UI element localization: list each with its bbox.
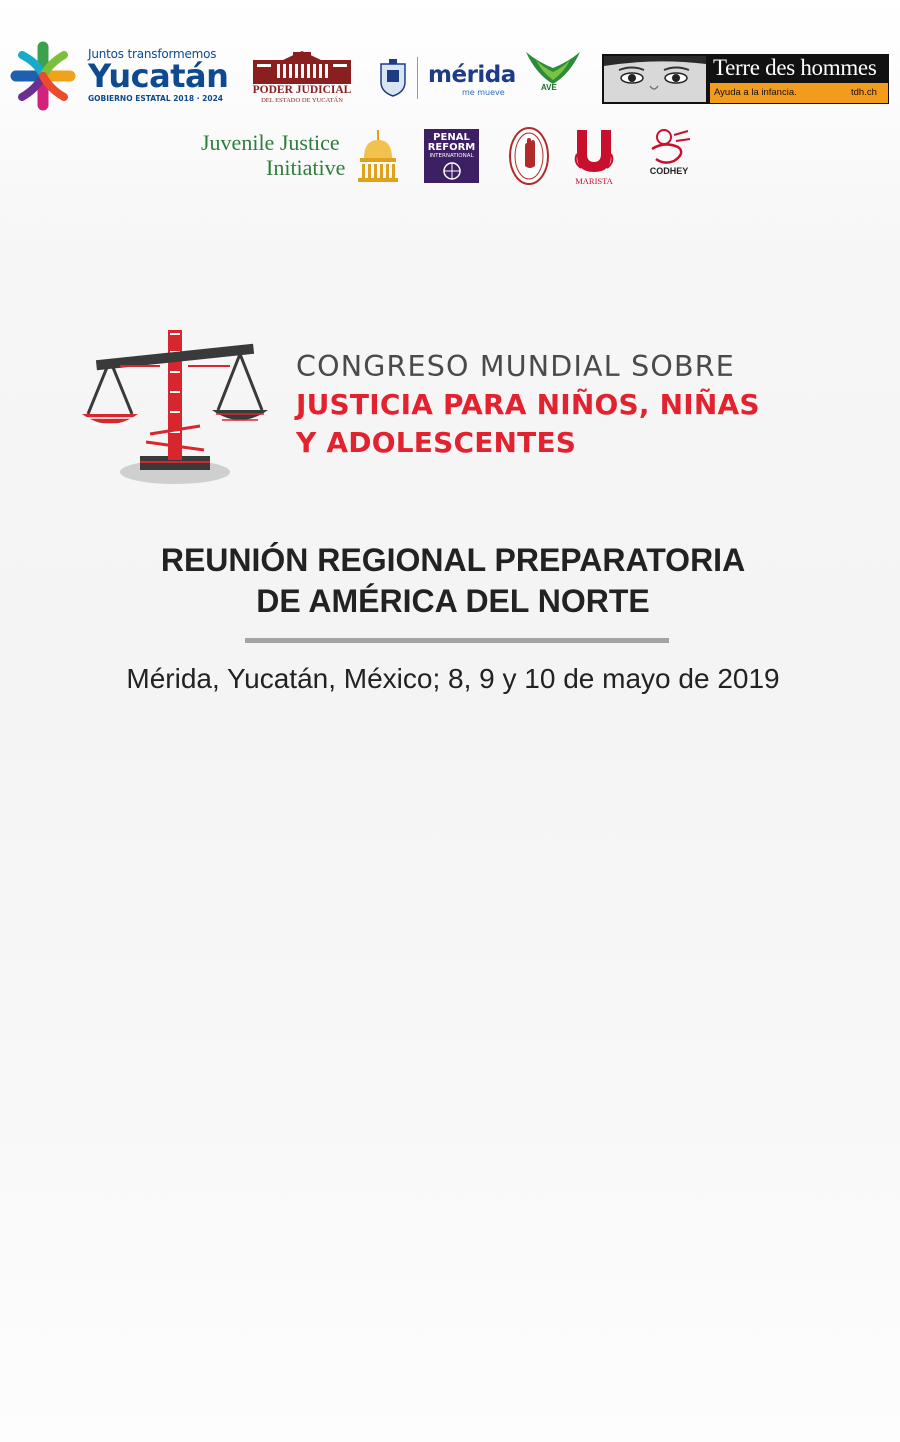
poder-judicial-subtitle: DEL ESTADO DE YUCATÁN xyxy=(261,97,343,104)
title-divider xyxy=(245,638,669,643)
yucatan-emblem-logo xyxy=(8,41,78,111)
juvenile-justice-line2: Initiative xyxy=(266,155,346,180)
meeting-title-line1: REUNIÓN REGIONAL PREPARATORIA xyxy=(160,542,746,578)
terre-des-hommes-tagline: Ayuda a la infancia. xyxy=(714,87,797,98)
marista-name: MARISTA xyxy=(575,176,613,186)
yucatan-tagline: Juntos transformemos xyxy=(88,47,217,61)
terre-des-hommes-name: Terre des hommes xyxy=(713,55,877,80)
child-face-photo xyxy=(604,56,706,102)
codhey-name: CODHEY xyxy=(649,166,689,176)
poder-judicial-name: PODER JUDICIAL xyxy=(252,84,352,96)
merida-divider xyxy=(417,57,418,99)
ave-name: AVE xyxy=(541,83,557,92)
merida-slogan: me mueve xyxy=(462,88,505,97)
university-seal-hand-logo xyxy=(508,126,550,186)
poder-judicial-building-logo xyxy=(253,50,351,84)
meeting-title-line2: DE AMÉRICA DEL NORTE xyxy=(256,583,650,619)
marista-logo xyxy=(571,128,617,176)
ave-wings-logo xyxy=(524,50,582,86)
juvenile-justice-line1: Juvenile Justice xyxy=(201,130,340,155)
merida-coat-of-arms-icon xyxy=(376,56,410,98)
congress-title-line3: Y ADOLESCENTES xyxy=(296,426,577,459)
yucatan-logo-text xyxy=(88,47,238,103)
penal-reform-line1: PENAL xyxy=(433,132,470,143)
penal-reform-line2: REFORM xyxy=(427,142,476,153)
penal-reform-line3: INTERNATIONAL xyxy=(429,153,474,159)
merida-name: mérida xyxy=(428,62,516,88)
yucatan-government: GOBIERNO ESTATAL 2018 · 2024 xyxy=(88,94,224,103)
location-and-dates: Mérida, Yucatán, México; 8, 9 y 10 de mayo de 2019 xyxy=(126,663,780,694)
congress-title-line1: CONGRESO MUNDIAL SOBRE xyxy=(296,350,735,383)
congress-title-line2: JUSTICIA PARA NIÑOS, NIÑAS xyxy=(296,388,760,421)
yucatan-name: Yucatán xyxy=(88,57,229,95)
penal-reform-emblem-icon xyxy=(440,161,464,181)
capitol-dome-icon xyxy=(356,128,400,184)
justice-scales-wordcloud-logo xyxy=(80,322,270,488)
terre-des-hommes-url: tdh.ch xyxy=(851,87,877,98)
codhey-figure-logo xyxy=(644,127,696,167)
